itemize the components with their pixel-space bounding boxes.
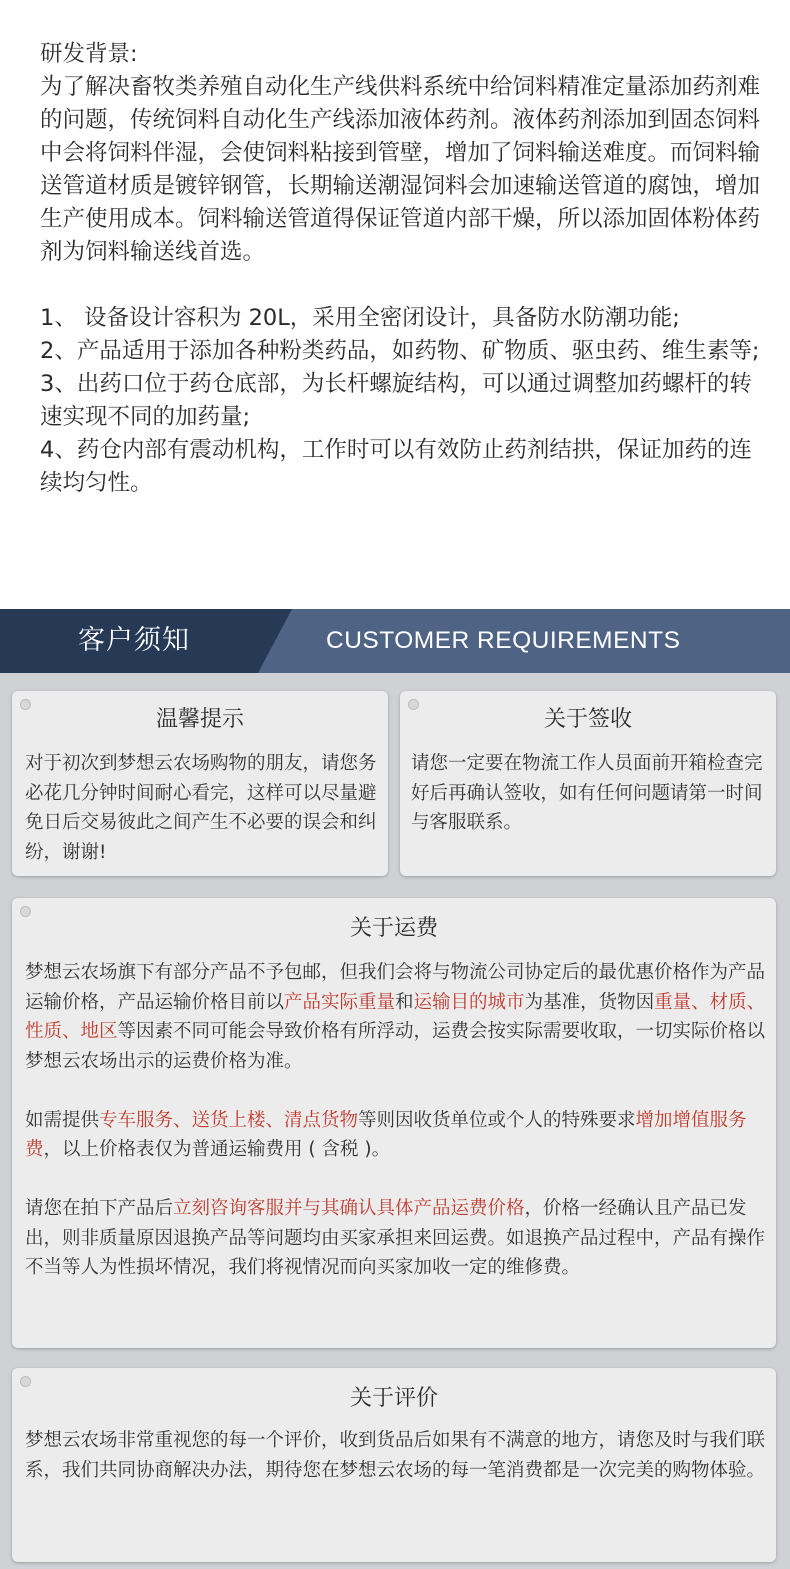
intro-background-text: 为了解决畜牧类养殖自动化生产线供料系统中给饲料精准定量添加药剂难的问题，传统饲料自动化生产线添加液体药剂。液体药剂添加到固态饲料中会将饲料伴湿，会使饲料粘接到管壁，增加了饲料输送难度。而饲料输送管道材质是镀锌钢管，长期输送潮湿饲料会加速输送管道的腐蚀，增加生产使用成本。饲料输送管道得保证管道内部干燥，所以添加固体粉体药剂为饲料输送线首选。: [40, 74, 761, 265]
banner-title-cn: 客户须知: [78, 625, 190, 656]
banner-title-en: CUSTOMER REQUIREMENTS: [326, 627, 681, 654]
sign-body: 请您一定要在物流工作人员面前开箱检查完好后再确认签收，如有任何问题请第一时间与客服联系。: [411, 753, 763, 833]
fee-p1-text-1: 梦想云农场旗下有部分产品不予包邮，但我们会将与物流公司协定后的最优惠价格作为产品运输价格，产品运输价格目前以: [25, 962, 766, 1013]
sign-card: [400, 691, 776, 876]
fee-p1-text-3: 为基准，货物因: [524, 991, 655, 1013]
fee-paragraph-2: [25, 1106, 766, 1165]
tips-card: [12, 691, 388, 876]
fee-p2-highlight-2: 增加增值服务费: [25, 1109, 747, 1160]
fee-p3-highlight-1: 立刻咨询客服并与其确认具体产品运费价格: [173, 1198, 525, 1219]
shipping-fee-card: [12, 898, 776, 1348]
intro-gap: [40, 269, 765, 302]
fee-p1-highlight-1: 产品实际重量: [284, 991, 396, 1013]
fee-spacer: [25, 1076, 766, 1106]
feature-item-4: 4、药仓内部有震动机构，工作时可以有效防止药剂结拱，保证加药的连续均匀性。: [40, 437, 752, 496]
intro-section: [40, 38, 765, 500]
fee-p3-text-1: 请您在拍下产品后: [25, 1198, 174, 1219]
feature-item-1: 1、 设备设计容积为 20L，采用全密闭设计，具备防水防潮功能;: [40, 305, 680, 331]
fee-p2-text-3: ，以上价格表仅为普通运输费用 ( 含税 )。: [43, 1139, 391, 1160]
fee-paragraph-1: [25, 958, 766, 1076]
fee-paragraph-3: [25, 1194, 766, 1283]
tips-title: 温馨提示: [155, 707, 244, 732]
feature-item-3: 3、出药口位于药仓底部，为长杆螺旋结构，可以通过调整加药螺杆的转速实现不同的加药量;: [40, 371, 752, 430]
fee-spacer: [25, 1165, 766, 1195]
fee-p1-text-2: 和: [395, 991, 414, 1013]
feature-item-2: 2、产品适用于添加各种粉类药品，如药物、矿物质、驱虫药、维生素等;: [40, 338, 760, 364]
sign-title: 关于签收: [543, 707, 632, 732]
fee-body: [25, 958, 766, 1283]
fee-p2-text-1: 如需提供: [25, 1109, 100, 1131]
customer-requirements-banner: [0, 609, 790, 673]
intro-heading: 研发背景:: [40, 41, 138, 67]
review-title: 关于评价: [349, 1386, 438, 1411]
fee-title: 关于运费: [349, 916, 438, 941]
fee-p1-text-4: 等因素不同可能会导致价格有所浮动，运费会按实际需要收取，一切实际价格以梦想云农场出示的运费价格为准。: [25, 1021, 766, 1072]
review-body: 梦想云农场非常重视您的每一个评价，收到货品后如果有不满意的地方，请您及时与我们联系，我们共同协商解决办法，期待您在梦想云农场的每一笔消费都是一次完美的购物体验。: [25, 1430, 766, 1481]
review-card: [12, 1368, 776, 1562]
fee-p1-highlight-2: 运输目的城市: [413, 991, 525, 1013]
tips-body: 对于初次到梦想云农场购物的朋友，请您务必花几分钟时间耐心看完，这样可以尽量避免日后交易彼此之间产生不必要的误会和纠纷，谢谢!: [25, 753, 377, 863]
fee-p3-text-2: ，价格一经确认且产品已发出，则非质量原因退换产品等问题均由买家承担来回运费。如退换产品过程中，产品有操作不当等人为性损坏情况，我们将视情况而向买家加收一定的维修费。: [25, 1198, 766, 1278]
fee-p1-highlight-3: 重量、材质、性质、地区: [25, 991, 766, 1042]
fee-p2-text-2: 等则因收货单位或个人的特殊要求: [358, 1109, 636, 1131]
fee-p2-highlight-1: 专车服务、送货上楼、清点货物: [99, 1109, 359, 1131]
